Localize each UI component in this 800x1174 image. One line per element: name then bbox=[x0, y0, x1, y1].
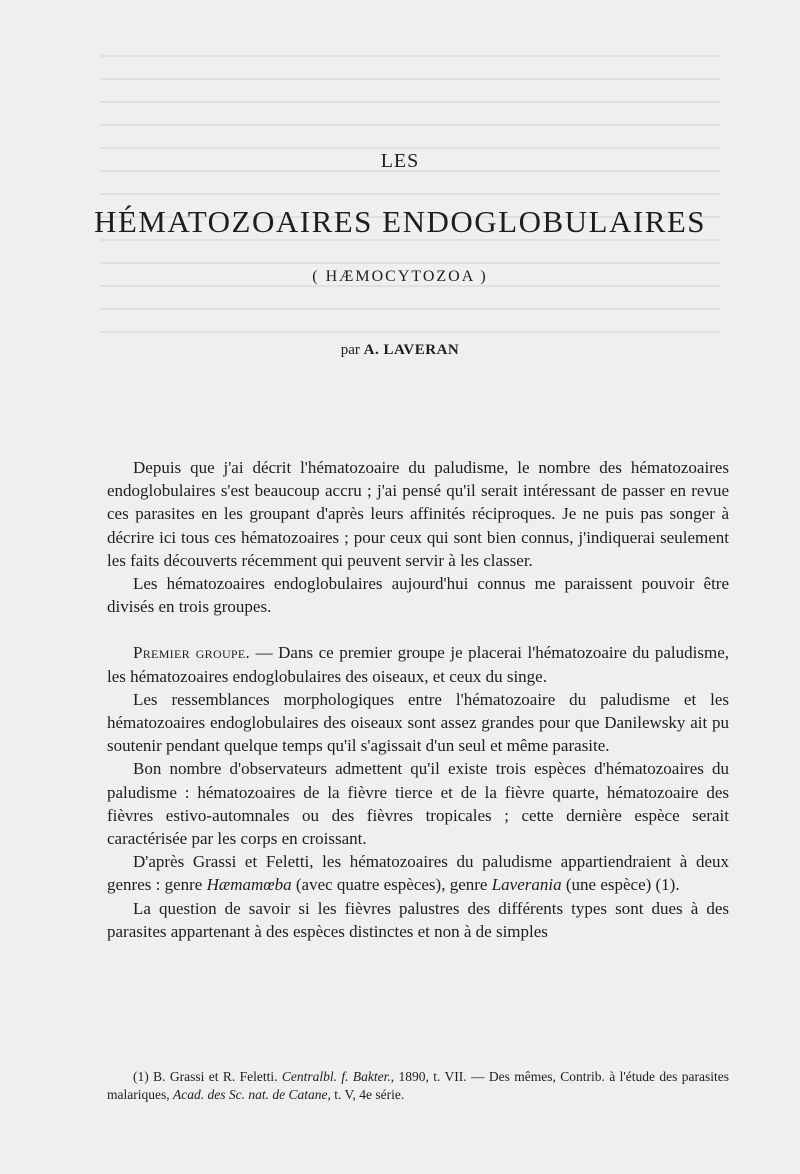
paragraph-6-a: D'après Grassi et Feletti, les hématozoaires du paludisme appartiendraient à deux genres : genre bbox=[107, 852, 729, 895]
footnote-b: , 1890, t. VII. — Des mêmes, Contrib. à l'étude des parasites malariques, bbox=[107, 1069, 730, 1102]
genus-laverania: Laverania bbox=[491, 875, 562, 895]
pre-title: LES bbox=[380, 150, 420, 172]
paragraph-1: Depuis que j'ai décrit l'hématozoaire du paludisme, le nombre des hématozoaires endoglobulaires s'est beaucoup accru ; j'ai pensé qu'il serait intéressant de passer en revue ces parasites en les groupant d'après leurs affinités réciproques. Je ne puis pas songer à décrire ici tous ces hématozoaires ; pour ceux qui sont bien connus, j'indiquerai seulement les faits découverts récemment qui peuvent servir à les classer. bbox=[107, 458, 729, 570]
paragraph-7: La question de savoir si les fièvres palustres des différents types sont dues à des parasites appartenant à des espèces distinctes et non à de simples bbox=[107, 898, 729, 941]
article-subtitle: ( HÆMOCYTOZOA ) bbox=[312, 268, 488, 285]
footnote-1 bbox=[107, 1068, 729, 1104]
article-title: HÉMATOZOAIRES ENDOGLOBULAIRES bbox=[93, 204, 707, 239]
article-body bbox=[107, 456, 729, 943]
paragraph-6-b: (avec quatre espèces), genre bbox=[291, 875, 492, 895]
footnote bbox=[107, 1068, 729, 1104]
author-name: A. LAVERAN bbox=[363, 342, 460, 358]
paragraph-4: Les ressemblances morphologiques entre l'hématozoaire du paludisme et les hématozoaires endoglobulaires des oiseaux sont assez grandes pour que Danilewsky ait pu soutenir pendant quelque temps qu'il s'agissait d'un seul et même parasite. bbox=[107, 689, 729, 756]
author-prefix: par bbox=[340, 342, 360, 358]
author-line bbox=[0, 342, 800, 359]
section-heading-premier-groupe: Premier groupe. bbox=[133, 643, 251, 663]
footnote-a: (1) B. Grassi et R. Feletti. bbox=[133, 1069, 282, 1084]
footnote-c: , t. V, 4e série. bbox=[327, 1087, 405, 1102]
paragraph-2: Les hématozoaires endoglobulaires aujourd'hui connus me paraissent pouvoir être divisés en trois groupes. bbox=[107, 574, 729, 617]
paragraph-3 bbox=[107, 641, 729, 687]
footnote-journal-1: Centralbl. f. Bakter. bbox=[281, 1069, 391, 1084]
footnote-journal-2: Acad. des Sc. nat. de Catane bbox=[172, 1087, 328, 1102]
paragraph-6 bbox=[107, 850, 729, 896]
paragraph-6-c: (une espèce) (1). bbox=[561, 875, 680, 895]
paragraph-5: Bon nombre d'observateurs admettent qu'il existe trois espèces d'hématozoaires du paludisme : hématozoaires de la fièvre tierce et de la fièvre quarte, hématozoaire des fièvres estivo-automnales ou des fièvres tropicales ; cette dernière espèce serait caractérisée par les corps en croissant. bbox=[107, 759, 729, 849]
paragraph-3-text: — Dans ce premier groupe je placerai l'hématozoaire du paludisme, les hématozoaires endoglobulaires des oiseaux, et ceux du singe. bbox=[107, 643, 729, 686]
genus-haemamoeba: Hæmamœba bbox=[206, 875, 292, 895]
